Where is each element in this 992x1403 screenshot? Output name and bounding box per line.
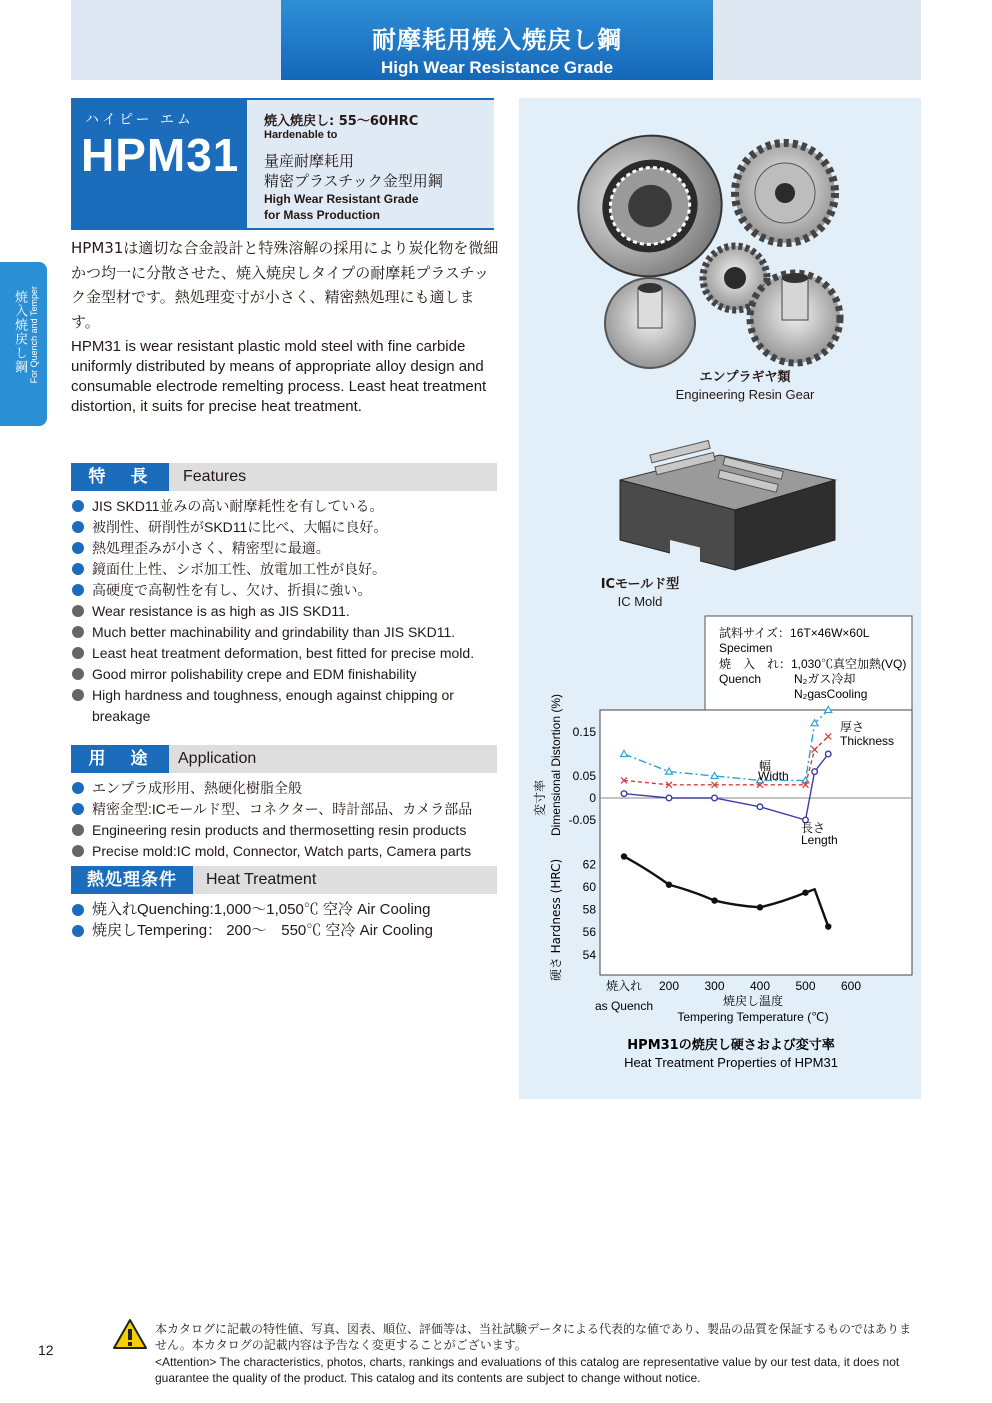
quench-cool-jp: N₂ガス冷却 [794, 672, 856, 686]
side-tab-label-jp: 焼入焼戻し鋼 [12, 290, 27, 374]
application-label: Application [178, 750, 257, 767]
distortion-ticks [569, 725, 597, 827]
grade-name-block [71, 100, 247, 228]
use-en-1: High Wear Resistant Grade [264, 192, 419, 206]
hardness-tick-label: 60 [582, 880, 596, 894]
distortion-tick-label: 0.15 [572, 725, 596, 739]
list-item: JIS SKD11並みの高い耐摩耗性を有している。 [71, 496, 511, 517]
list-item: Precise mold:IC mold, Connector, Watch parts, Camera parts [71, 841, 511, 862]
grade-box [71, 98, 494, 230]
features-tag: 特 長 [71, 463, 169, 491]
application-list [71, 778, 511, 862]
bullet-icon [72, 782, 84, 794]
mold-caption-en: IC Mold [617, 594, 663, 609]
list-item: Engineering resin products and thermosetting resin products [71, 820, 511, 841]
attention-jp: 本カタログに記載の特性値、写真、図表、順位、評価等は、当社試験データによる代表的な値であり、製品の品質を保証するものではありません。本カタログの記載内容は予告なく変更することがございます。 [155, 1322, 912, 1352]
data-point [812, 769, 818, 775]
bullet-icon [72, 904, 84, 916]
mold-caption-jp: ICモールド型 [600, 577, 680, 592]
list-item: Much better machinability and grindability than JIS SKD11. [71, 622, 511, 643]
list-item: 熱処理歪みが小さく、精密型に最適。 [71, 538, 511, 559]
specimen-jp: 試料サイズ：16T×46W×60L [719, 626, 870, 640]
bullet-icon [72, 605, 84, 617]
distortion-ylabel-en: Dimensional Distortion (%) [549, 693, 563, 837]
bullet-icon [72, 500, 84, 512]
use-jp-2: 精密プラスチック金型用鋼 [264, 172, 443, 190]
bullet-icon [72, 925, 84, 937]
page-title-en: High Wear Resistance Grade [380, 58, 614, 77]
use-en-2: for Mass Production [264, 208, 381, 222]
data-point [757, 804, 763, 810]
x-tick-label: 200 [658, 979, 680, 993]
bullet-icon [72, 626, 84, 638]
hardness-tick-label: 56 [582, 925, 596, 940]
heat-treatment-label: Heat Treatment [206, 871, 317, 888]
page-header [281, 0, 713, 80]
data-point [666, 795, 672, 801]
x-tick-label: 焼入れ [605, 979, 643, 993]
x-tick-label: 400 [749, 979, 771, 993]
bullet-icon [72, 845, 84, 857]
list-item: 被削性、研削性がSKD11に比べ、大幅に良好。 [71, 517, 511, 538]
distortion-tick-label: -0.05 [568, 813, 596, 827]
length-label-en: Length [801, 833, 838, 847]
distortion-ylabel-jp: 変寸率 [533, 779, 547, 817]
ic-mold-image [610, 425, 840, 580]
x-tick-label: 500 [795, 979, 816, 993]
use-jp-1: 量産耐摩耗用 [264, 152, 355, 170]
intro-paragraph-jp: HPM31は適切な合金設計と特殊溶解の採用により炭化物を微細かつ均一に分散させた、焼入焼戻しタイプの耐摩耗プラスチック金型材です。熱処理変寸が小さく、精密熱処理にも適します。 [71, 239, 499, 331]
page-number: 12 [38, 1342, 54, 1358]
list-item: High hardness and toughness, enough against chipping or breakage [71, 685, 511, 727]
hardness-en: Hardenable to [264, 129, 338, 141]
chart-caption-en: Heat Treatment Properties of HPM31 [624, 1055, 838, 1070]
bullet-icon [72, 689, 84, 701]
features-header [71, 463, 497, 491]
xlabel-jp: 焼戻し温度 [722, 994, 784, 1008]
heat-treatment-tag: 熱処理条件 [71, 866, 193, 894]
quench-jp: 焼 入 れ：1,030℃真空加熱(VQ) [719, 657, 907, 671]
hardness-point [621, 853, 627, 859]
hardness-ylabel: 硬さ Hardness (HRC) [549, 858, 563, 982]
hardness-point [711, 897, 717, 903]
application-header [71, 745, 497, 773]
gear-caption [620, 369, 870, 403]
list-item: 高硬度で高靭性を有し、欠け、折損に強い。 [71, 580, 511, 601]
chart-caption-jp: HPM31の焼戻し硬さおよび変寸率 [627, 1038, 835, 1053]
length-label-jp: 長さ [801, 821, 826, 835]
list-item: エンプラ成形用、熱硬化樹脂全般 [71, 778, 511, 799]
data-point [712, 795, 718, 801]
bullet-icon [72, 584, 84, 596]
x-tick-label: 600 [840, 979, 862, 993]
grade-code: HPM31 [81, 129, 240, 181]
list-item: Least heat treatment deformation, best fitted for precise mold. [71, 643, 511, 664]
grade-kana: ハイピー エム [85, 112, 194, 128]
distortion-tick-label: 0.05 [572, 769, 596, 783]
list-item: Wear resistance is as high as JIS SKD11. [71, 601, 511, 622]
bullet-icon [72, 668, 84, 680]
plot-area [600, 710, 912, 975]
hardness-jp: 焼入焼戻し: 55〜60HRC [264, 114, 419, 129]
distortion-tick-label: 0 [589, 791, 596, 805]
heat-treatment-chart [519, 615, 921, 1095]
hardness-point [757, 904, 763, 910]
application-tag: 用 途 [71, 745, 169, 773]
bullet-icon [72, 824, 84, 836]
hardness-point [802, 889, 808, 895]
intro-paragraph-en: HPM31 is wear resistant plastic mold steel with fine carbide uniformly distributed by means of appropriate alloy design and consumable electrode remelting process. Least heat treatment distortion, it suits for precise heat treatment. [71, 338, 487, 415]
side-tab-label-en: For Quench and Temper [29, 286, 39, 384]
hardness-point [825, 923, 831, 929]
hardness-tick-label: 58 [582, 902, 596, 917]
x-quench-en: as Quench [594, 999, 654, 1013]
hardness-point [666, 882, 672, 888]
x-ticks [606, 978, 861, 993]
gear-caption-en: Engineering Resin Gear [675, 387, 815, 402]
hardness-tick-label: 54 [582, 947, 596, 962]
quench-en: Quench [719, 672, 762, 686]
width-label-en: Width [758, 769, 789, 783]
quench-cool-en: N₂gasCooling [794, 687, 868, 701]
xlabel-en: Tempering Temperature (℃) [677, 1010, 829, 1024]
bullet-icon [72, 542, 84, 554]
mold-caption [560, 576, 720, 610]
page-title-jp: 耐摩耗用焼入焼戻し鋼 [372, 26, 622, 54]
features-label: Features [183, 468, 247, 485]
attention-notice [155, 1321, 915, 1386]
hardness-ticks [583, 857, 597, 961]
gear-caption-jp: エンプラギヤ類 [699, 370, 791, 385]
bullet-icon [72, 803, 84, 815]
side-index-tab[interactable] [0, 262, 47, 426]
width-label-jp: 幅 [759, 759, 772, 773]
list-item: Good mirror polishability crepe and EDM finishability [71, 664, 511, 685]
data-point [621, 791, 627, 797]
hardness-tick-label: 62 [582, 857, 596, 872]
thickness-label-en: Thickness [840, 734, 895, 748]
grade-specs [264, 110, 492, 223]
list-item: 焼入れQuenching:1,000〜1,050℃ 空冷 Air Cooling [71, 899, 511, 920]
bullet-icon [72, 647, 84, 659]
bullet-icon [72, 563, 84, 575]
heat-treatment-list [71, 899, 511, 941]
heat-treatment-header [71, 866, 497, 894]
list-item: 精密金型:ICモールド型、コネクター、時計部品、カメラ部品 [71, 799, 511, 820]
bullet-icon [72, 521, 84, 533]
warning-icon [113, 1318, 147, 1350]
data-point [825, 751, 831, 757]
thickness-label-jp: 厚さ [840, 720, 865, 734]
resin-gear-image [570, 128, 870, 373]
specimen-en: Specimen [719, 641, 773, 655]
attention-en: <Attention> The characteristics, photos, charts, rankings and evaluations of this catalog are representative value by our test data, it does not guarantee the quality of the product. This catalog and its contents are subject to change without notice. [155, 1355, 900, 1385]
list-item: 鏡面仕上性、シボ加工性、放電加工性が良好。 [71, 559, 511, 580]
features-list [71, 496, 511, 727]
list-item: 焼戻しTempering： 200〜 550℃ 空冷 Air Cooling [71, 920, 511, 941]
x-tick-label: 300 [704, 979, 725, 993]
